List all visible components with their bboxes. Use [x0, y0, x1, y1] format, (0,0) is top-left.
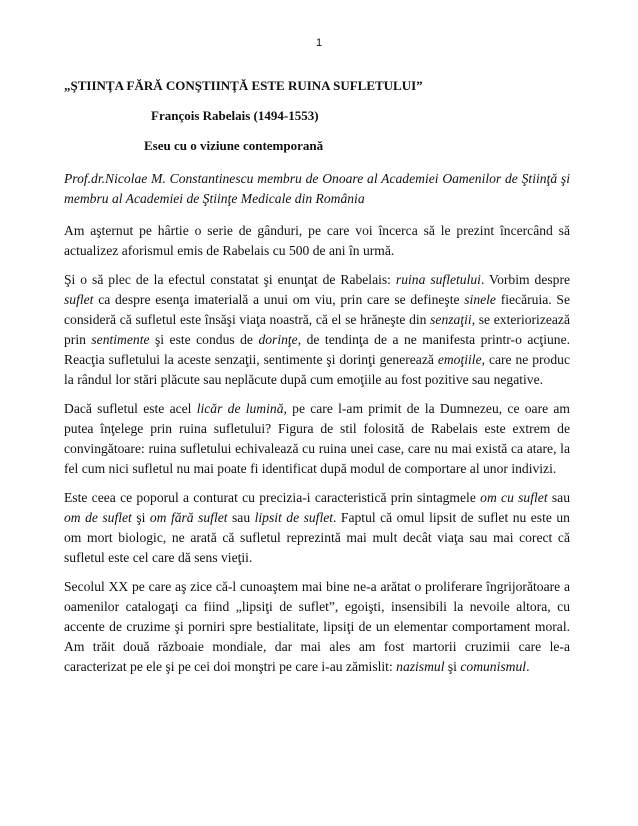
text-span: . Faptul că omul lipsit de suflet nu este un om mort biologic, ne arată că sufletul reprezintă mai mult decât viaţa sau mai corect că sufletul este cel care dă sens vieţii.: [64, 510, 570, 565]
emphasis: sentimente: [91, 332, 150, 347]
emphasis: comunismul: [460, 659, 527, 674]
text-span: Secolul XX pe care aş zice că-l cunoaştem mai bine ne-a arătat o proliferare îngrijorătoare a oamenilor catalogaţi ca fiind „lipsiţi de suflet”, egoişti, insensibili la nevoile altora, cu accente de cruzime şi porniri spre bestialitate, lipsiţi de un elementar comportament moral. Am trăit două războaie mondiale, dar mai ales am fost martorii cruzimii care le-a caracterizat pe ele şi pe cei doi monştri pe care i-au zămislit:: [64, 579, 570, 674]
text-span: , care ne produc la rândul lor stări plăcute sau neplăcute după cum emoţiile au fost pozitive sau negative.: [64, 352, 570, 387]
paragraph-1: Am aşternut pe hârtie o serie de gânduri, pe care voi încerca să le prezint încercând să actualizez aforismul emis de Rabelais cu 500 de ani în urmă.: [64, 223, 570, 258]
page-number: 1: [315, 37, 323, 49]
document-title: „ŞTIINŢA FĂRĂ CONŞTIINŢĂ ESTE RUINA SUFLETULUI”: [64, 78, 423, 93]
essay-subtitle: Eseu cu o viziune contemporană: [144, 138, 324, 153]
text-span: Este ceea ce poporul a conturat cu precizia-i caracteristică prin sintagmele: [64, 490, 481, 505]
text-span: şi: [131, 510, 150, 525]
text-span: , se exteriorizează prin: [64, 312, 570, 347]
text-span: ca despre esenţa imaterială a unui om viu, prin care se defineşte: [93, 292, 465, 307]
paragraph-4: [64, 488, 570, 568]
emphasis: senzaţii: [430, 312, 472, 327]
text-span: Dacă sufletul este acel: [64, 401, 197, 416]
text-span: . Vorbim despre: [480, 272, 570, 287]
emphasis: dorinţe: [258, 332, 298, 347]
text-span: , de tendinţa de a ne manifesta printr-o acţiune. Reacţia sufletului la aceste senzaţii, sentimente şi dorinţi generează: [64, 332, 570, 367]
emphasis: ruina sufletului: [395, 272, 481, 287]
emphasis: nazismul: [396, 659, 445, 674]
text-span: sau: [227, 510, 255, 525]
text-span: sau: [547, 490, 570, 505]
text-span: şi: [444, 659, 461, 674]
emphasis: om cu suflet: [480, 490, 548, 505]
document-content: [64, 77, 570, 677]
emphasis: emoţiile: [437, 352, 482, 367]
paragraph-3: [64, 399, 570, 479]
text-span: .: [526, 659, 530, 674]
quote-author: François Rabelais (1494-1553): [151, 108, 319, 123]
text-span: Şi o să plec de la efectul constatat şi enunţat de Rabelais:: [64, 272, 396, 287]
emphasis: sinele: [464, 292, 496, 307]
emphasis: lipsit de suflet: [254, 510, 334, 525]
emphasis: om fără suflet: [149, 510, 228, 525]
paragraph-2: [64, 270, 570, 390]
emphasis: om de suflet: [64, 510, 132, 525]
emphasis: suflet: [64, 292, 94, 307]
text-span: pe care l-am primit de la Dumnezeu, ce oare am putea înţelege prin ruina sufletului? Figura de stil folosită de Rabelais este extrem de convingătoare: ruina sufletului echivalează cu ruina unei case, care nu mai există ca atare, la fel cum nici sufletul nu mai poate fi identificat după modul de comportare al unor indivizi.: [64, 401, 570, 476]
emphasis: licăr de lumină,: [196, 401, 287, 416]
text-span: şi este condus de: [149, 332, 259, 347]
text-span: fiecăruia. Se consideră că sufletul este însăşi viaţa noastră, că el se hrăneşte din: [64, 292, 570, 327]
paragraph-5: [64, 577, 570, 677]
author-affiliation: Prof.dr.Nicolae M. Constantinescu membru de Onoare al Academiei Oamenilor de Ştiinţă şi membru al Academiei de Ştiinţe Medicale din România: [64, 171, 570, 206]
